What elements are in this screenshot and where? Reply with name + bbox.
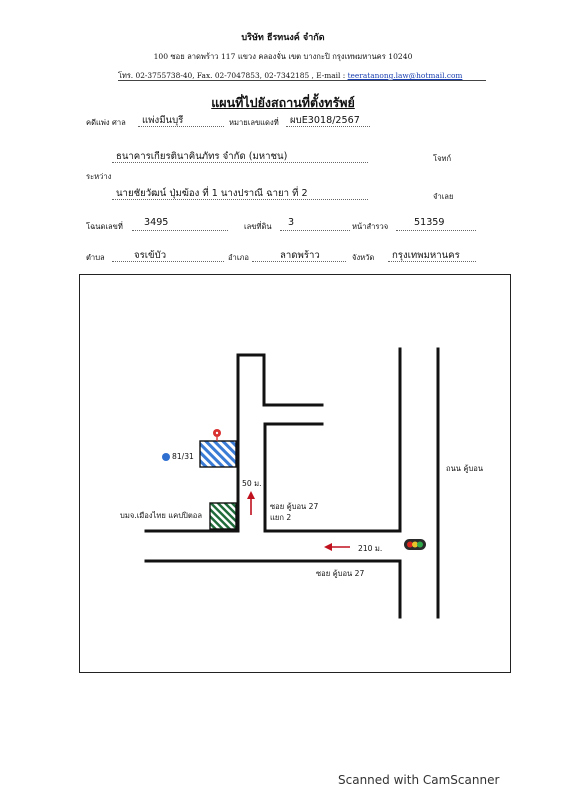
province-underline	[388, 261, 476, 262]
between-label: ระหว่าง	[86, 172, 112, 181]
arrow-left-icon	[324, 543, 350, 551]
case-no-value: ผบE3018/2567	[290, 115, 360, 126]
court-value: แพ่งมีนบุรี	[142, 115, 184, 126]
plaintiff-underline	[112, 162, 368, 163]
district-label: อำเภอ	[228, 253, 249, 262]
survey-value: 51359	[414, 217, 445, 228]
location-map	[79, 274, 511, 673]
company-name: บริษัท ธีรทนงค์ จำกัด	[241, 33, 325, 43]
case-no-underline	[286, 126, 370, 127]
distance-50m-label: 50 ม.	[242, 479, 262, 488]
arrow-up-icon	[247, 491, 255, 515]
court-underline	[138, 126, 224, 127]
district-value: ลาดพร้าว	[280, 250, 320, 261]
subdistrict-underline	[112, 261, 224, 262]
case-no-label: หมายเลขแดงที่	[229, 118, 279, 127]
land-no-value: 3	[288, 217, 295, 228]
soi-main-label: ซอย คู้บอน 27	[316, 569, 365, 578]
company-block	[210, 503, 236, 529]
location-pin-icon	[213, 429, 221, 441]
defendant-value: นายชัยวัฒน์ ปุ่มฆ้อง ที่ 1 นางปราณี ฉายา ที่ 2	[116, 188, 308, 199]
province-label: จังหวัด	[352, 253, 375, 262]
house-number-label: 81/31	[172, 452, 194, 461]
house-dot-icon	[162, 453, 170, 461]
traffic-light-icon	[404, 539, 426, 550]
distance-210m-label: 210 ม.	[358, 544, 383, 553]
soi-branch-label-line2: แยก 2	[270, 513, 292, 522]
subdistrict-value: จรเข้บัว	[134, 250, 167, 261]
contact-phone-fax: โทร. 02-3755738-40, Fax. 02-7047853, 02-7342185 , E-mail :	[118, 71, 348, 80]
district-underline	[252, 261, 346, 262]
company-address: 100 ซอย ลาดพร้าว 117 แขวง คลองจั่น เขต บางกะปิ กรุงเทพมหานคร 10240	[153, 52, 413, 61]
court-label: คดีแพ่ง ศาล	[86, 118, 126, 127]
road-name-label: ถนน คู้บอน	[446, 464, 484, 473]
survey-label: หน้าสำรวจ	[352, 222, 389, 231]
subdistrict-label: ตำบล	[86, 253, 105, 262]
road-lines	[146, 349, 438, 617]
land-no-underline	[280, 230, 350, 231]
deed-underline	[132, 230, 228, 231]
province-value: กรุงเทพมหานคร	[392, 250, 460, 261]
road-upper-arm	[238, 355, 322, 405]
defendant-label: จำเลย	[433, 192, 454, 201]
scanned-watermark: Scanned with CamScanner	[338, 773, 500, 787]
company-label: บมจ.เมืองไทย แคปปิตอล	[120, 511, 203, 520]
plaintiff-value: ธนาคารเกียรตินาคินภัทร จำกัด (มหาชน)	[116, 151, 288, 162]
header-divider	[118, 80, 486, 81]
survey-underline	[396, 230, 476, 231]
deed-label: โฉนดเลขที่	[86, 222, 123, 231]
page-title: แผนที่ไปยังสถานที่ตั้งทรัพย์	[211, 95, 355, 110]
defendant-underline	[112, 199, 368, 200]
soi-branch-label-line1: ซอย คู้บอน 27	[270, 502, 319, 511]
property-block	[200, 441, 236, 467]
plaintiff-label: โจทก์	[433, 154, 452, 163]
land-no-label: เลขที่ดิน	[244, 222, 272, 231]
contact-email-link[interactable]: teeratanong.law@hotmail.com	[347, 71, 463, 80]
deed-value: 3495	[144, 217, 169, 228]
